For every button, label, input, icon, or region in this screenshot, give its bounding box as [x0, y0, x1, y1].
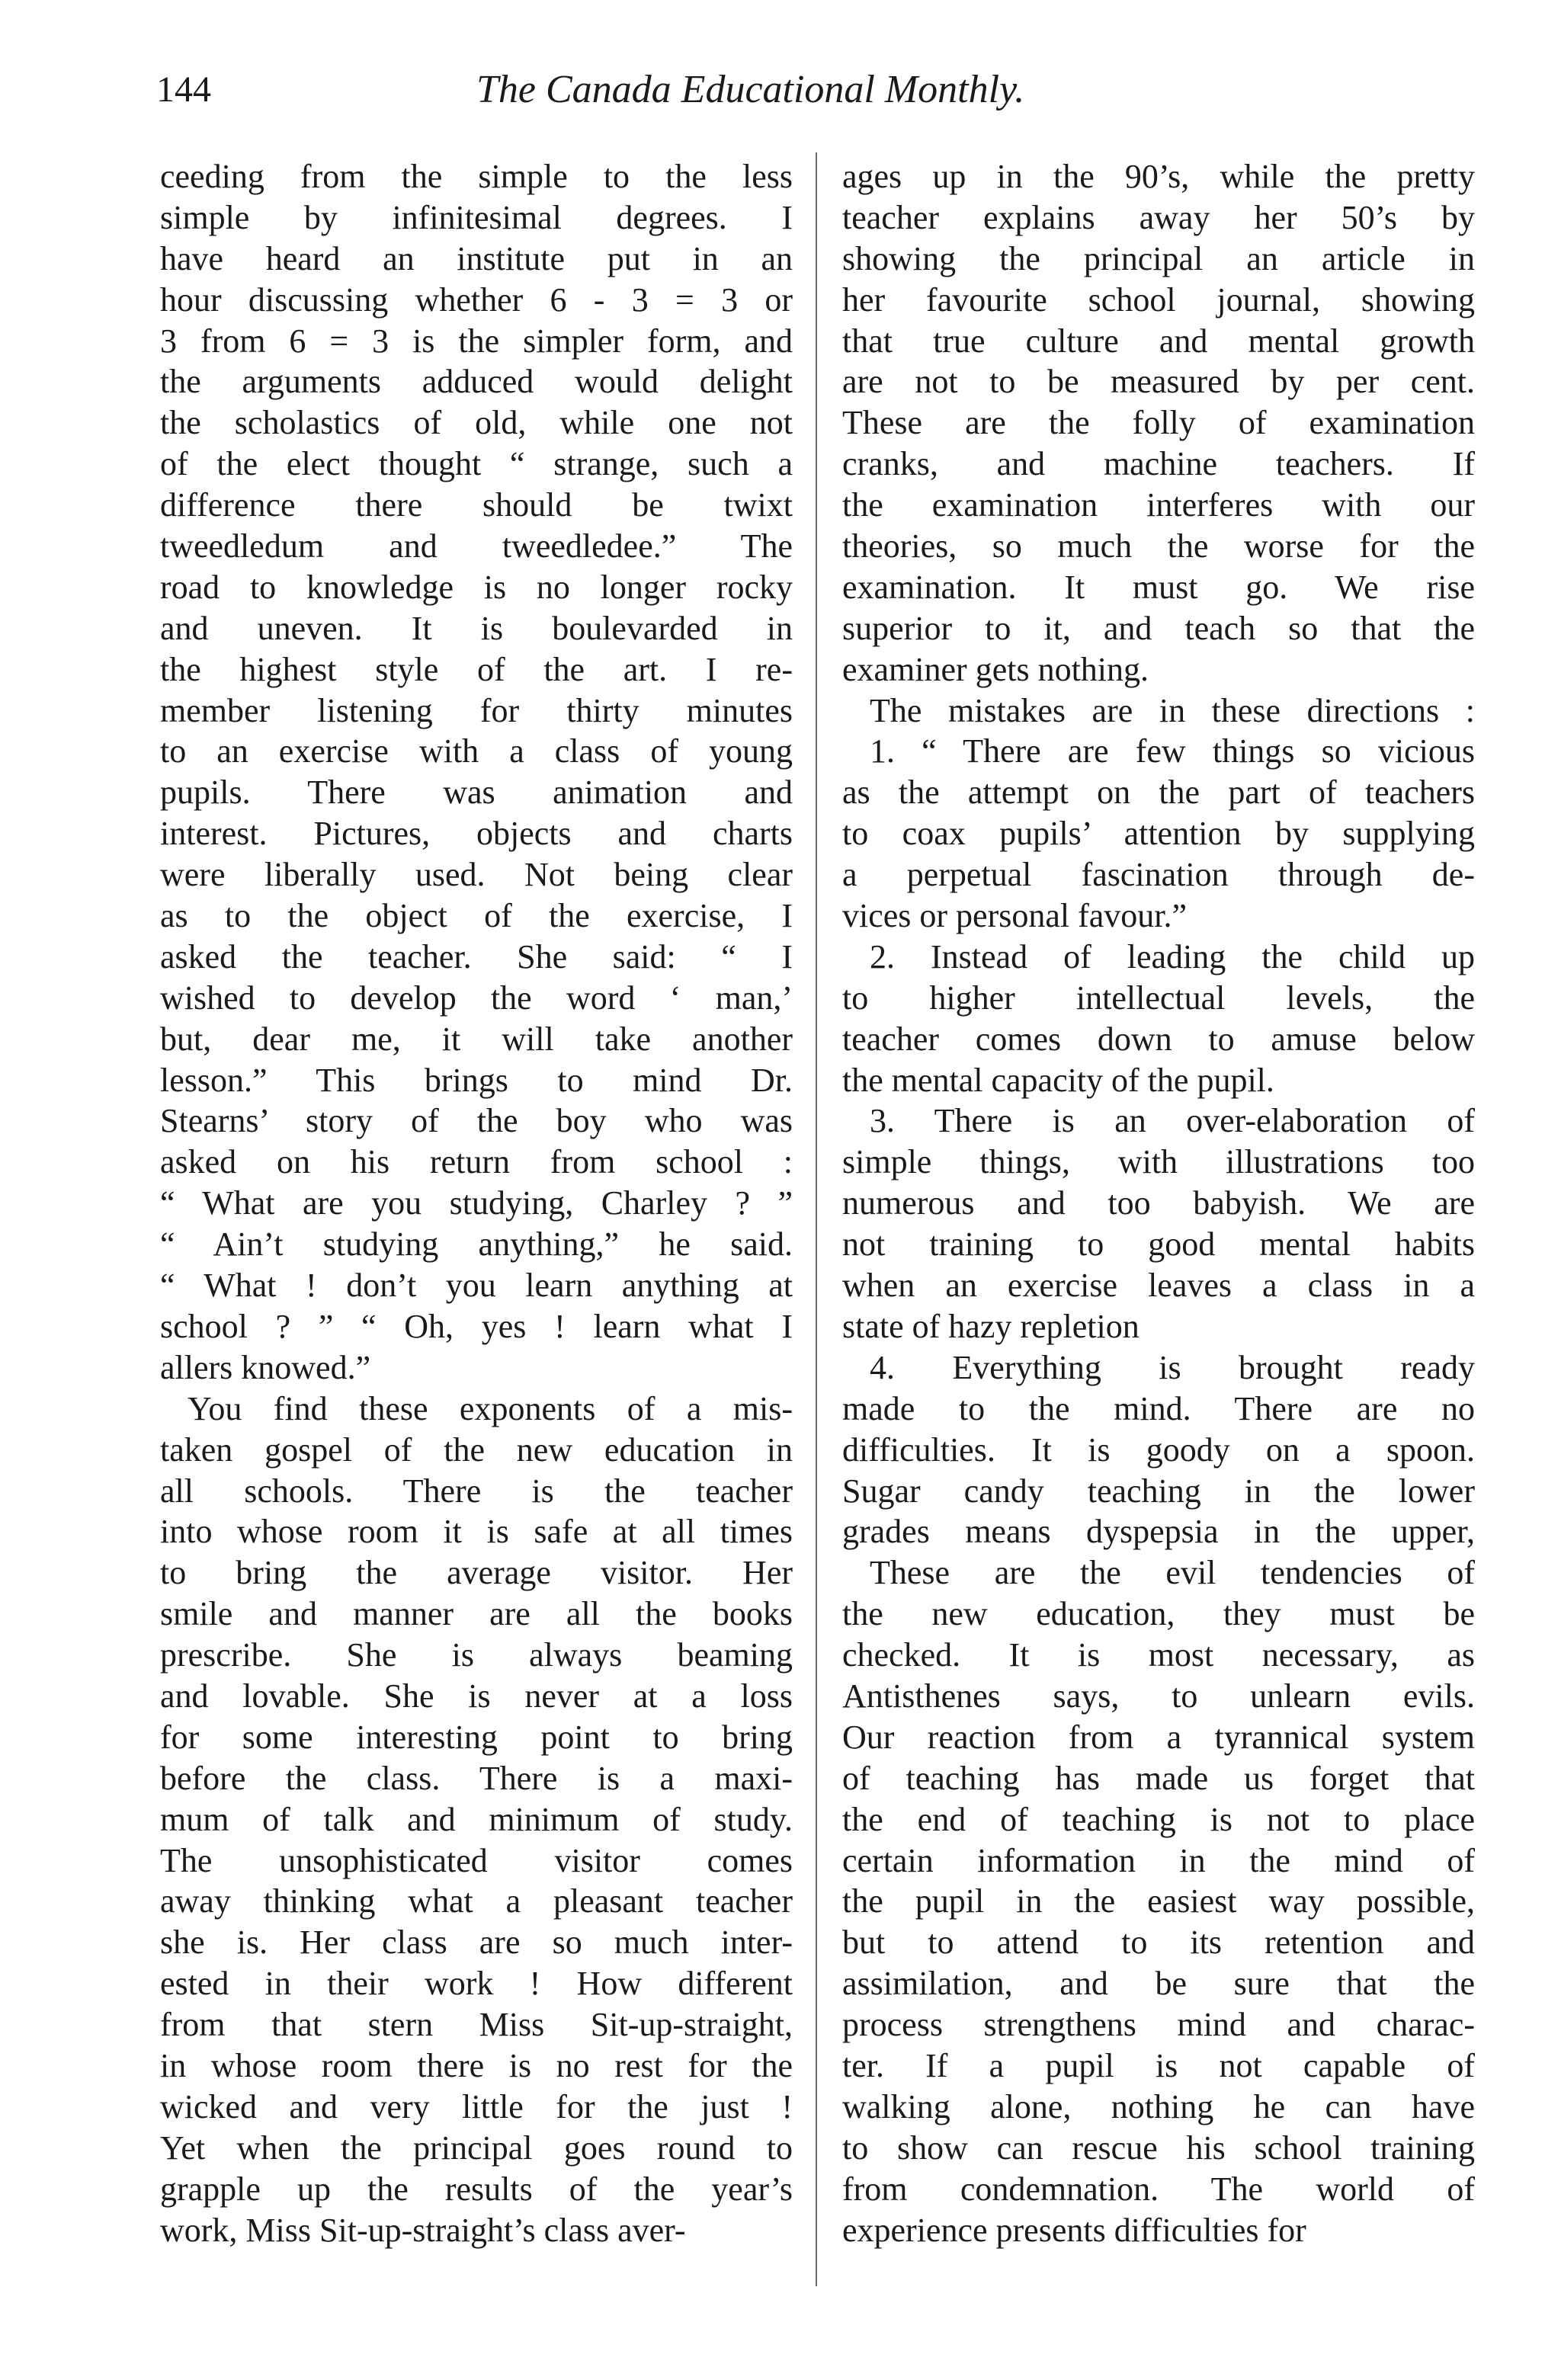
text-line: superior to it, and teach so that the	[842, 609, 1475, 647]
text-line: a perpetual fascination through de-	[842, 856, 1475, 894]
text-line: “ What are you studying, Charley ? ”	[160, 1184, 793, 1222]
text-line: Yet when the principal goes round to	[160, 2129, 793, 2167]
text-line: tweedledum and tweedledee.” The	[160, 527, 793, 565]
text-line: work, Miss Sit-up-straight’s class aver-	[160, 2211, 686, 2249]
text-line: for some interesting point to bring	[160, 1718, 793, 1756]
text-line: in whose room there is no rest for the	[160, 2046, 793, 2084]
text-line: “ Ain’t studying anything,” he said.	[160, 1225, 793, 1264]
text-line: Sugar candy teaching in the lower	[842, 1472, 1475, 1510]
text-line: mum of talk and minimum of study.	[160, 1800, 793, 1838]
text-line: the highest style of the art. I re-	[160, 650, 793, 688]
text-line: allers knowed.”	[160, 1348, 371, 1386]
text-line: prescribe. She is always beaming	[160, 1636, 793, 1674]
text-line: the pupil in the easiest way possible,	[842, 1882, 1475, 1920]
text-line: as the attempt on the part of teachers	[842, 774, 1475, 812]
text-line: process strengthens mind and charac-	[842, 2006, 1475, 2044]
text-line: when an exercise leaves a class in a	[842, 1267, 1475, 1305]
text-line: but to attend to its retention and	[842, 1924, 1475, 1962]
text-line: showing the principal an article in	[842, 239, 1475, 277]
text-line: experience presents difficulties for	[842, 2211, 1306, 2249]
text-line: 3. There is an over-elaboration of	[870, 1102, 1475, 1140]
text-line: to bring the average visitor. Her	[160, 1554, 793, 1592]
text-line: to an exercise with a class of young	[160, 732, 793, 770]
text-line: You find these exponents of a mis-	[188, 1389, 793, 1427]
text-line: of the elect thought “ strange, such a	[160, 445, 793, 483]
text-line: wished to develop the word ‘ man,’	[160, 979, 793, 1017]
text-line: asked the teacher. She said: “ I	[160, 937, 793, 975]
text-line: member listening for thirty minutes	[160, 691, 793, 729]
text-line: the new education, they must be	[842, 1595, 1475, 1633]
text-line: the end of teaching is not to place	[842, 1800, 1475, 1838]
text-line: taken gospel of the new education in	[160, 1430, 793, 1469]
text-line: the scholastics of old, while one not	[160, 404, 793, 442]
left-column	[160, 156, 793, 2250]
text-line: 3 from 6 = 3 is the simpler form, and	[160, 322, 793, 360]
text-line: school ? ” “ Oh, yes ! learn what I	[160, 1307, 793, 1345]
text-line: before the class. There is a maxi-	[160, 1759, 793, 1797]
text-line: from that stern Miss Sit-up-straight,	[160, 2006, 793, 2044]
text-line: to higher intellectual levels, the	[842, 979, 1475, 1017]
text-line: “ What ! don’t you learn anything at	[160, 1267, 793, 1305]
text-line: the arguments adduced would delight	[160, 363, 793, 401]
text-line: asked on his return from school :	[160, 1143, 793, 1181]
text-line: grades means dyspepsia in the upper,	[842, 1513, 1475, 1551]
text-line: assimilation, and be sure that the	[842, 1965, 1475, 2003]
text-line: wicked and very little for the just !	[160, 2087, 793, 2125]
text-line: grapple up the results of the year’s	[160, 2170, 793, 2208]
text-line: that true culture and mental growth	[842, 322, 1475, 360]
running-head: The Canada Educational Monthly.	[476, 68, 1025, 111]
text-line: her favourite school journal, showing	[842, 280, 1475, 319]
text-line: ter. If a pupil is not capable of	[842, 2046, 1475, 2084]
text-line: made to the mind. There are no	[842, 1389, 1475, 1427]
text-line: not training to good mental habits	[842, 1225, 1475, 1264]
text-line: as to the object of the exercise, I	[160, 897, 793, 935]
text-line: theories, so much the worse for the	[842, 527, 1475, 565]
text-line: and uneven. It is boulevarded in	[160, 609, 793, 647]
text-line: walking alone, nothing he can have	[842, 2087, 1475, 2125]
text-line: examination. It must go. We rise	[842, 568, 1475, 606]
text-line: These are the evil tendencies of	[870, 1554, 1475, 1592]
text-line: interest. Pictures, objects and charts	[160, 815, 793, 853]
text-line: and lovable. She is never at a loss	[160, 1677, 793, 1715]
text-line: difference there should be twixt	[160, 486, 793, 524]
text-line: 2. Instead of leading the child up	[870, 937, 1475, 975]
text-line: Antisthenes says, to unlearn evils.	[842, 1677, 1475, 1715]
text-line: pupils. There was animation and	[160, 774, 793, 812]
text-line: state of hazy repletion	[842, 1307, 1140, 1345]
text-line: smile and manner are all the books	[160, 1595, 793, 1633]
text-line: teacher explains away her 50’s by	[842, 198, 1475, 236]
text-line: numerous and too babyish. We are	[842, 1184, 1475, 1222]
text-line: The unsophisticated visitor comes	[160, 1841, 793, 1879]
text-line: but, dear me, it will take another	[160, 1020, 793, 1058]
text-line: ceeding from the simple to the less	[160, 158, 793, 195]
text-line: into whose room it is safe at all times	[160, 1513, 793, 1551]
text-line: 4. Everything is brought ready	[870, 1348, 1475, 1386]
text-line: simple by infinitesimal degrees. I	[160, 198, 793, 236]
text-line: the examination interferes with our	[842, 486, 1475, 524]
text-line: road to knowledge is no longer rocky	[160, 568, 793, 606]
text-line: These are the folly of examination	[842, 404, 1475, 442]
text-line: vices or personal favour.”	[842, 897, 1188, 935]
text-line: all schools. There is the teacher	[160, 1472, 793, 1510]
text-line: away thinking what a pleasant teacher	[160, 1882, 793, 1920]
text-line: to coax pupils’ attention by supplying	[842, 815, 1475, 853]
text-line: have heard an institute put in an	[160, 239, 793, 277]
text-line: certain information in the mind of	[842, 1841, 1475, 1879]
text-line: Our reaction from a tyrannical system	[842, 1718, 1475, 1756]
text-line: simple things, with illustrations too	[842, 1143, 1475, 1181]
text-line: were liberally used. Not being clear	[160, 856, 793, 894]
text-line: The mistakes are in these directions :	[870, 691, 1475, 729]
text-line: to show can rescue his school training	[842, 2129, 1475, 2167]
text-line: examiner gets nothing.	[842, 650, 1149, 688]
text-line: hour discussing whether 6 - 3 = 3 or	[160, 280, 793, 319]
text-line: are not to be measured by per cent.	[842, 363, 1475, 401]
text-line: of teaching has made us forget that	[842, 1759, 1475, 1797]
text-line: Stearns’ story of the boy who was	[160, 1102, 793, 1140]
text-line: cranks, and machine teachers. If	[842, 445, 1475, 483]
text-line: ages up in the 90’s, while the pretty	[842, 158, 1475, 195]
text-line: the mental capacity of the pupil.	[842, 1061, 1274, 1099]
column-rule	[816, 152, 817, 2286]
page-number: 144	[156, 69, 211, 110]
text-line: from condemnation. The world of	[842, 2170, 1475, 2208]
text-line: checked. It is most necessary, as	[842, 1636, 1475, 1674]
text-line: ested in their work ! How different	[160, 1965, 793, 2003]
text-line: lesson.” This brings to mind Dr.	[160, 1061, 793, 1099]
text-line: difficulties. It is goody on a spoon.	[842, 1430, 1475, 1469]
text-line: she is. Her class are so much inter-	[160, 1924, 793, 1962]
text-line: teacher comes down to amuse below	[842, 1020, 1475, 1058]
right-column	[842, 156, 1475, 2250]
text-line: 1. “ There are few things so vicious	[870, 732, 1475, 770]
